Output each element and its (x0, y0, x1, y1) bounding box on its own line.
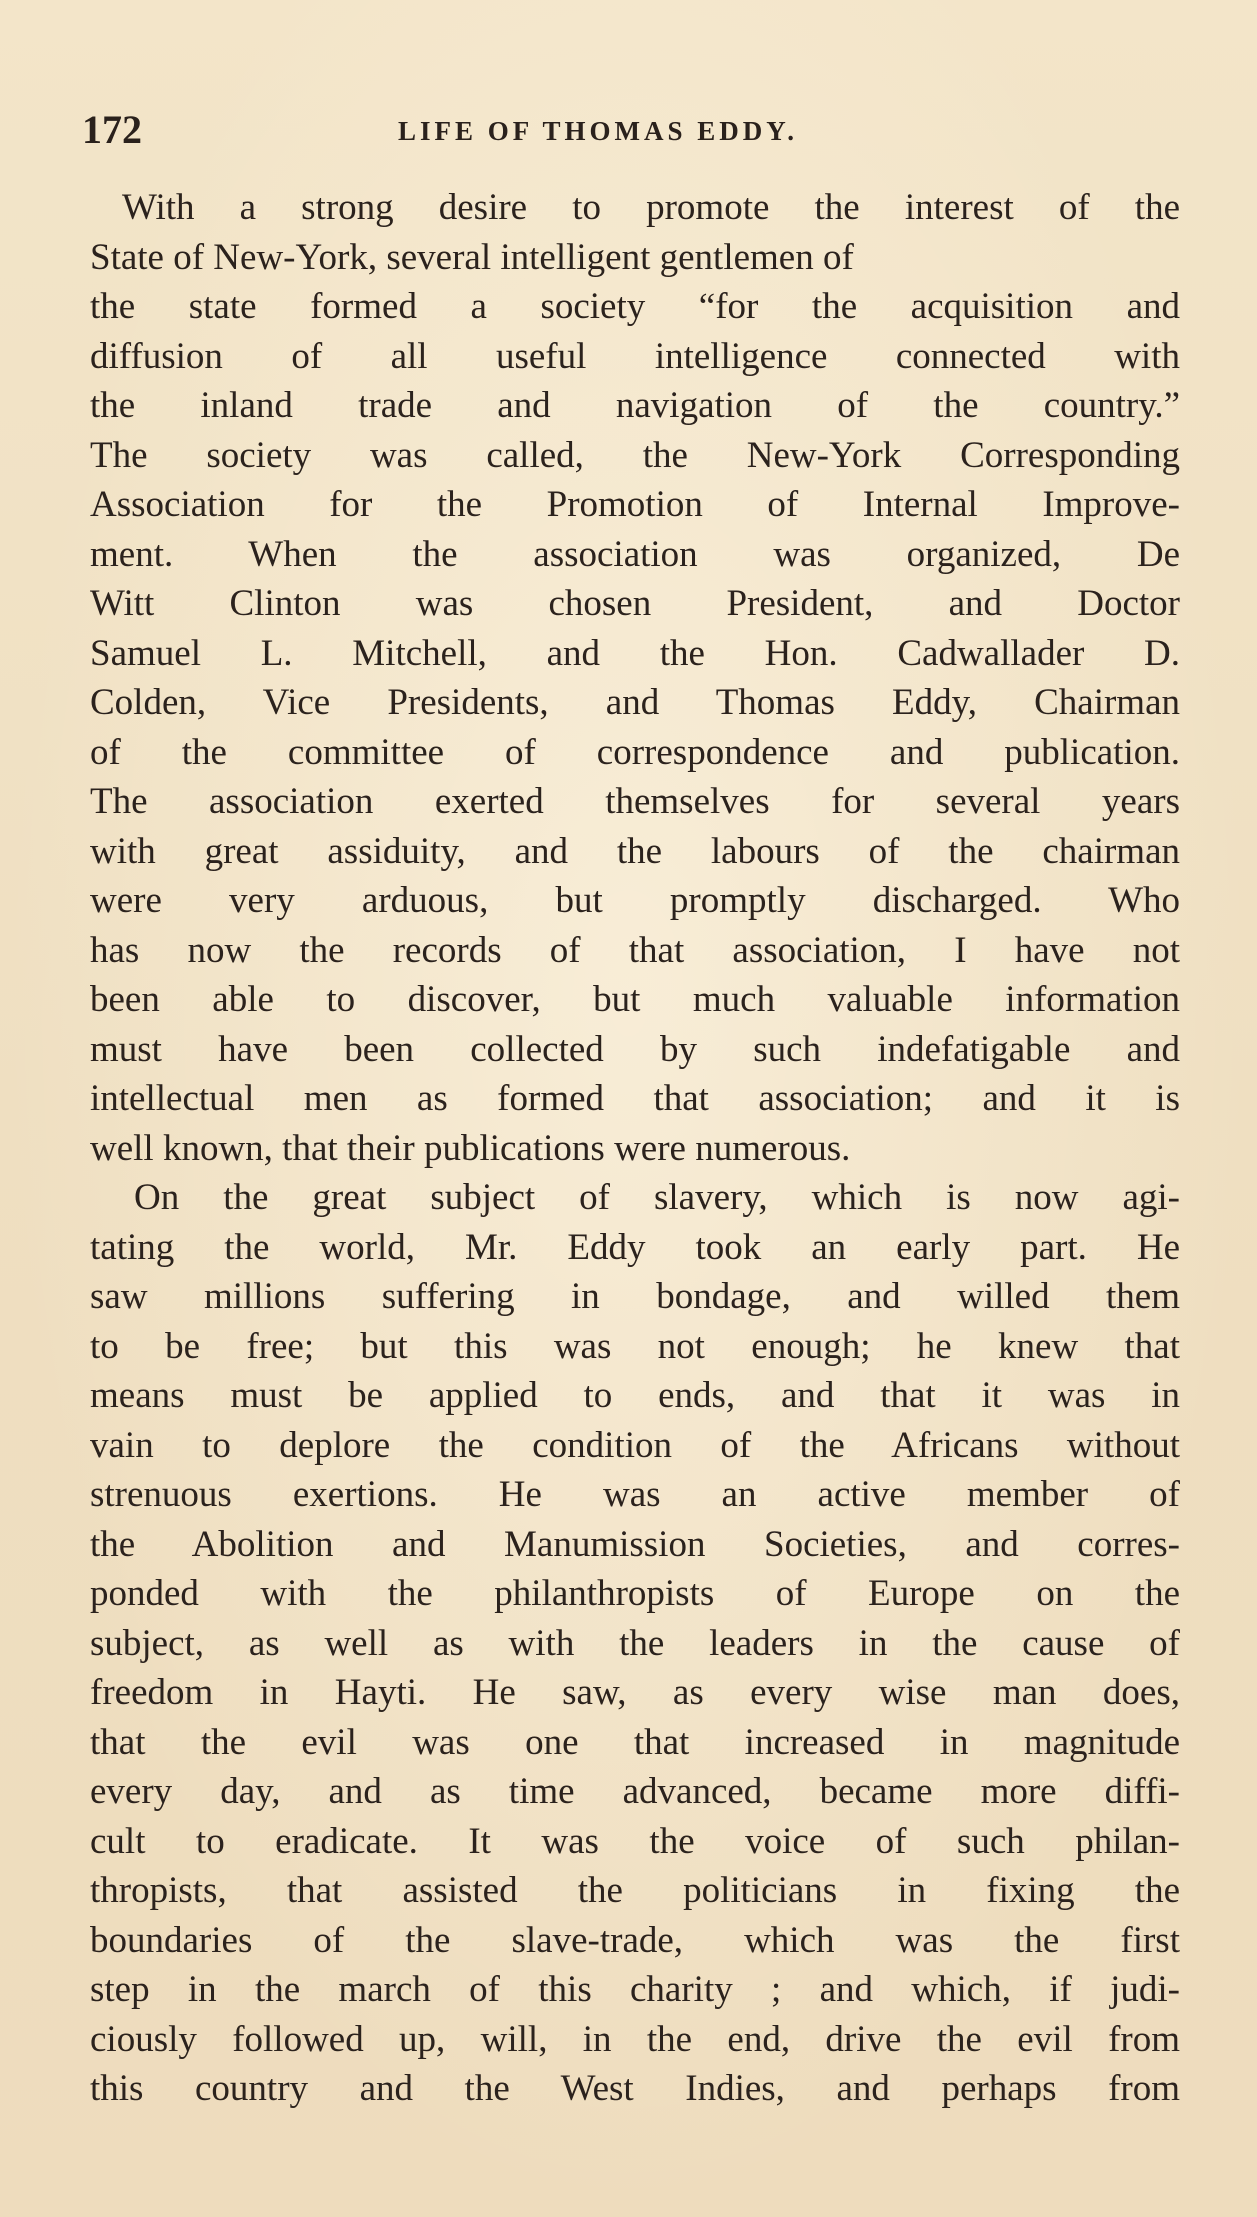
text-line: ment. When the association was organized, De (90, 533, 1180, 575)
text-line: the inland trade and navigation of the country.” (90, 385, 1180, 426)
text-line: Association for the Promotion of Internal Improve- (90, 484, 1180, 525)
text-line: saw millions suffering in bondage, and willed them (90, 1276, 1180, 1317)
text-line: Samuel L. Mitchell, and the Hon. Cadwallader D. (90, 632, 1180, 674)
text-line: the state formed a society “for the acquisition and (90, 286, 1180, 327)
text-line: every day, and as time advanced, became more diffi- (90, 1771, 1180, 1812)
page-header (82, 108, 1172, 152)
text-line: been able to discover, but much valuable information (90, 979, 1180, 1020)
text-line: must have been collected by such indefatigable and (90, 1028, 1180, 1070)
text-line: means must be applied to ends, and that it was in (90, 1375, 1180, 1416)
text-line: Witt Clinton was chosen President, and Doctor (90, 583, 1180, 624)
text-line: with great assiduity, and the labours of the chairman (90, 830, 1180, 872)
text-line: State of New-York, several intelligent gentlemen of (90, 236, 854, 278)
text-line: to be free; but this was not enough; he knew that (90, 1325, 1180, 1367)
text-line: With a strong desire to promote the interest of the (122, 187, 1180, 228)
body-text (90, 183, 1180, 2114)
text-line: vain to deplore the condition of the Africans without (90, 1424, 1180, 1466)
text-line: this country and the West Indies, and perhaps from (90, 2068, 1180, 2109)
page-number: 172 (82, 107, 142, 152)
text-line: The society was called, the New-York Corresponding (90, 434, 1180, 476)
text-line: cult to eradicate. It was the voice of such philan- (90, 1820, 1180, 1862)
running-head: LIFE OF THOMAS EDDY. (398, 116, 799, 146)
text-line: freedom in Hayti. He saw, as every wise man does, (90, 1672, 1180, 1713)
text-line: intellectual men as formed that association; and it is (90, 1078, 1180, 1119)
text-line: boundaries of the slave-trade, which was the first (90, 1919, 1180, 1961)
text-line: ciously followed up, will, in the end, drive the evil from (90, 2018, 1180, 2060)
text-line: tating the world, Mr. Eddy took an early part. He (90, 1226, 1180, 1268)
text-line: The association exerted themselves for several years (90, 781, 1180, 822)
text-line: subject, as well as with the leaders in the cause of (90, 1622, 1180, 1664)
text-line: of the committee of correspondence and publication. (90, 731, 1180, 773)
text-line: On the great subject of slavery, which is now agi- (134, 1177, 1180, 1218)
text-line: thropists, that assisted the politicians in fixing the (90, 1870, 1180, 1911)
text-line: step in the march of this charity ; and which, if judi- (90, 1969, 1180, 2010)
text-line: were very arduous, but promptly discharged. Who (90, 880, 1180, 921)
text-line: has now the records of that association, I have not (90, 929, 1180, 971)
text-line: strenuous exertions. He was an active member of (90, 1474, 1180, 1515)
text-line: that the evil was one that increased in magnitude (90, 1721, 1180, 1763)
text-line: the Abolition and Manumission Societies, and corres- (90, 1523, 1180, 1565)
text-line: diffusion of all useful intelligence connected with (90, 335, 1180, 377)
text-line: ponded with the philanthropists of Europe on the (90, 1573, 1180, 1614)
text-line: well known, that their publications were numerous. (90, 1127, 851, 1169)
text-line: Colden, Vice Presidents, and Thomas Eddy, Chairman (90, 682, 1180, 723)
